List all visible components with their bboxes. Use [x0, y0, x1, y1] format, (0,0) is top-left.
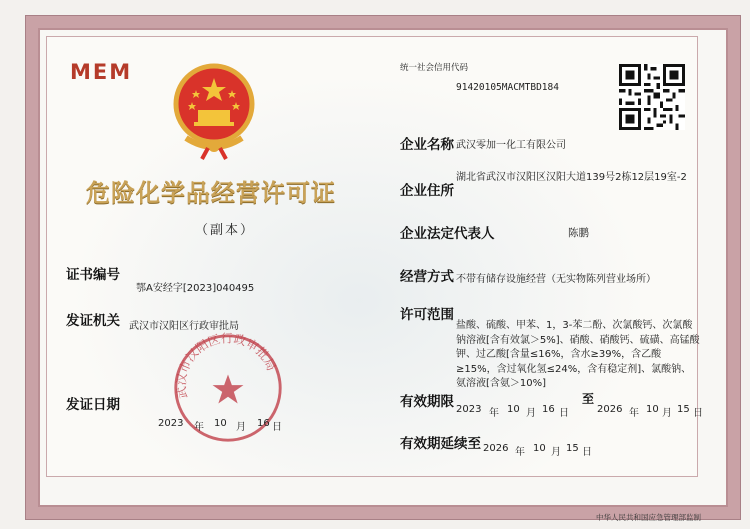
validity-to-month: 10	[646, 404, 659, 415]
legal-rep-value: 陈鹏	[568, 227, 589, 239]
validity-from-day-unit: 日	[559, 408, 569, 419]
issue-date-month-unit: 月	[236, 422, 246, 433]
address-value: 湖北省武汉市汉阳区汉阳大道139号2栋12层19室-2	[456, 172, 687, 183]
credit-code-value: 91420105MACMTBD184	[456, 82, 559, 93]
cert-no-value: 鄂A安经字[2023]040495	[136, 283, 255, 294]
copy-type-label: （副本）	[195, 223, 256, 238]
certificate-title: 危险化学品经营许可证	[86, 178, 336, 207]
extension-year-unit: 年	[515, 447, 525, 458]
extension-day: 15	[566, 443, 579, 454]
seal-star-icon	[213, 374, 244, 403]
validity-to-word: 至	[582, 392, 595, 406]
national-emblem-icon	[163, 60, 265, 160]
validity-from-day: 16	[542, 404, 555, 415]
qr-code-icon	[619, 63, 685, 131]
extension-month-unit: 月	[551, 447, 561, 458]
issue-date-year-unit: 年	[194, 422, 204, 433]
business-mode-value: 不带有储存设施经营（无实物陈列营业场所）	[456, 274, 656, 285]
issue-date-day-unit: 日	[272, 422, 282, 433]
business-mode-label: 经营方式	[400, 269, 454, 285]
scope-label: 许可范围	[400, 307, 454, 323]
issuer-label: 发证机关	[66, 313, 120, 329]
legal-rep-label: 企业法定代表人	[400, 226, 495, 242]
validity-label: 有效期限	[400, 394, 454, 410]
cert-no-label: 证书编号	[66, 267, 120, 283]
issue-date-month: 10	[214, 418, 227, 429]
issue-date-year: 2023	[158, 418, 184, 429]
extension-year: 2026	[483, 443, 509, 454]
validity-to-month-unit: 月	[662, 408, 672, 419]
extension-day-unit: 日	[582, 447, 592, 458]
validity-to-day: 15	[677, 404, 690, 415]
issuer-value: 武汉市汉阳区行政审批局	[129, 321, 239, 332]
seal-text: 武汉市汉阳区行政审批局	[174, 331, 279, 400]
mem-brand: MEM	[70, 60, 133, 84]
validity-to-year-unit: 年	[629, 408, 639, 419]
issue-date-day: 16	[257, 418, 270, 429]
validity-from-year: 2023	[456, 404, 482, 415]
issue-date-label: 发证日期	[66, 397, 120, 413]
company-name-value: 武汉零加一化工有限公司	[456, 140, 566, 151]
validity-from-month: 10	[507, 404, 520, 415]
scope-value: 盐酸、硫酸、甲苯、1，3-苯二酚、次氯酸钙、次氯酸钠溶液[含有效氯＞5%]、硝酸、硝酸钙、硫磺、高锰酸钾、过乙酸[含量≤16%，含水≥39%，含乙酸≥15%，含过氧化氢≤24%，含有稳定剂]、氯酸钠、氨溶液[含氨＞10%]	[456, 320, 700, 390]
company-name-label: 企业名称	[400, 137, 454, 153]
validity-to-day-unit: 日	[693, 408, 703, 419]
address-label: 企业住所	[400, 183, 454, 199]
extension-label: 有效期延续至	[400, 436, 481, 452]
validity-from-month-unit: 月	[526, 408, 536, 419]
validity-from-year-unit: 年	[489, 408, 499, 419]
footer-issuer-note: 中华人民共和国应急管理部监制	[596, 513, 701, 522]
extension-month: 10	[533, 443, 546, 454]
credit-code-label: 统一社会信用代码	[400, 63, 469, 73]
validity-to-year: 2026	[597, 404, 623, 415]
